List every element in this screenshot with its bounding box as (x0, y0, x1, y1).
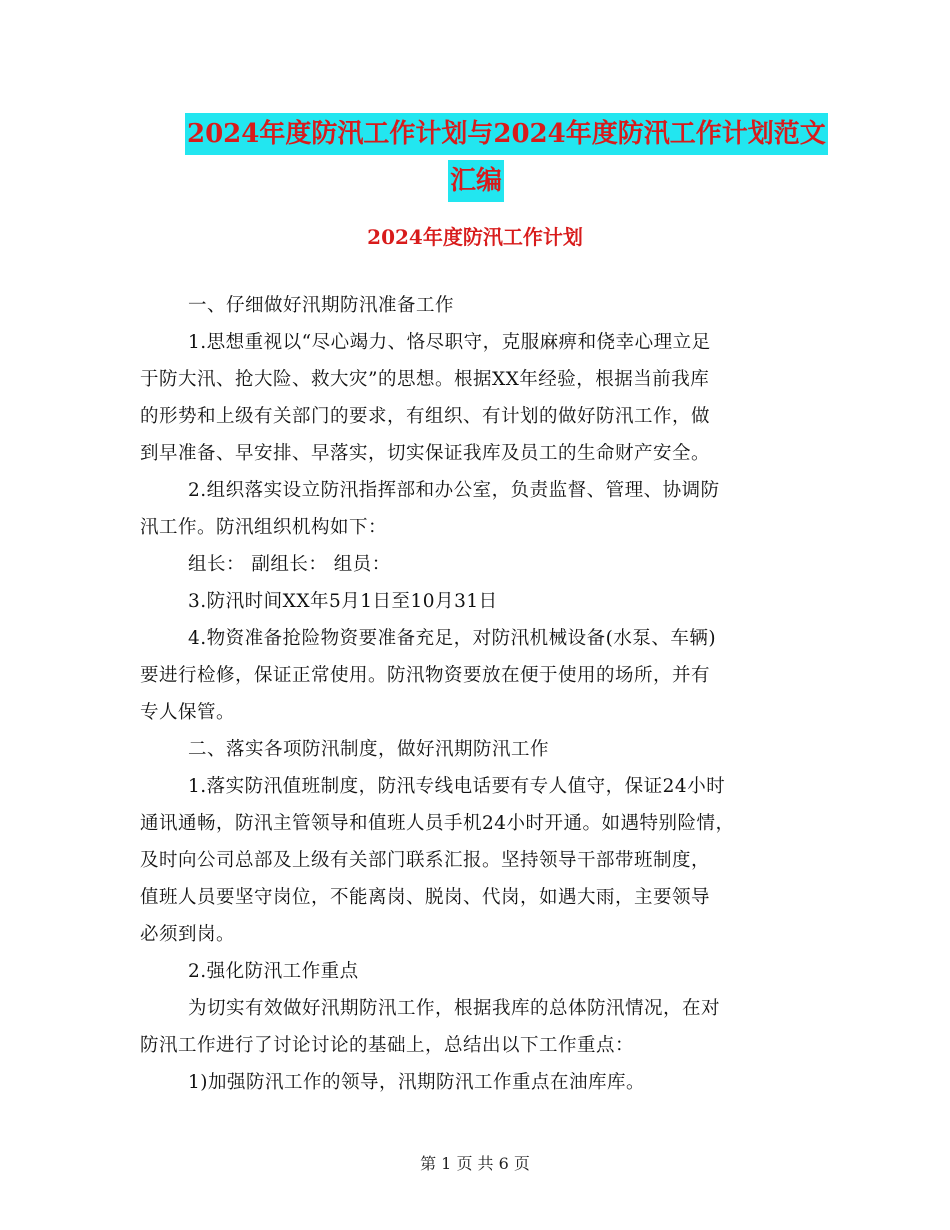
paragraph-line: 防汛工作进行了讨论讨论的基础上，总结出以下工作重点： (140, 1035, 635, 1056)
paragraph-line: 1.落实防汛值班制度，防汛专线电话要有专人值守，保证24小时 (188, 776, 726, 797)
paragraph-line: 必须到岗。 (140, 924, 236, 945)
paragraph-line: 值班人员要坚守岗位，不能离岗、脱岗、代岗，如遇大雨，主要领导 (140, 887, 711, 908)
title-line-1: 2024年度防汛工作计划与2024年度防汛工作计划范文 (185, 113, 828, 155)
paragraph-line: 2.强化防汛工作重点 (188, 961, 359, 982)
paragraph-line: 二、落实各项防汛制度，做好汛期防汛工作 (188, 739, 550, 760)
paragraph-line: 一、仔细做好汛期防汛准备工作 (188, 295, 455, 316)
paragraph-line: 组长： 副组长： 组员： (188, 554, 391, 575)
section-heading: 2024年度防汛工作计划 (367, 225, 583, 249)
paragraph-line: 4.物资准备抢险物资要准备充足，对防汛机械设备(水泵、车辆) (188, 628, 717, 649)
paragraph-line: 于防大汛、抢大险、救大灾”的思想。根据XX年经验，根据当前我库 (140, 369, 710, 390)
title-line-2: 汇编 (448, 160, 504, 202)
paragraph-line: 专人保管。 (140, 702, 236, 723)
paragraph-line: 3.防汛时间XX年5月1日至10月31日 (188, 591, 498, 612)
paragraph-line: 的形势和上级有关部门的要求，有组织、有计划的做好防汛工作，做 (140, 406, 711, 427)
paragraph-line: 汛工作。防汛组织机构如下： (140, 517, 388, 538)
paragraph-line: 通讯通畅，防汛主管领导和值班人员手机24小时开通。如遇特别险情， (140, 813, 735, 834)
paragraph-line: 为切实有效做好汛期防汛工作，根据我库的总体防汛情况，在对 (188, 998, 721, 1019)
paragraph-line: 1.思想重视以“尽心竭力、恪尽职守，克服麻痹和侥幸心理立足 (188, 332, 711, 353)
page-footer: 第 1 页 共 6 页 (420, 1154, 530, 1173)
paragraph-line: 到早准备、早安排、早落实，切实保证我库及员工的生命财产安全。 (140, 443, 711, 464)
body-text (140, 287, 810, 1101)
paragraph-line: 及时向公司总部及上级有关部门联系汇报。坚持领导干部带班制度， (140, 850, 711, 871)
paragraph-line: 要进行检修，保证正常使用。防汛物资要放在便于使用的场所，并有 (140, 665, 711, 686)
paragraph-line: 2.组织落实设立防汛指挥部和办公室，负责监督、管理、协调防 (188, 480, 720, 501)
paragraph-line: 1)加强防汛工作的领导，汛期防汛工作重点在油库库。 (188, 1072, 645, 1093)
